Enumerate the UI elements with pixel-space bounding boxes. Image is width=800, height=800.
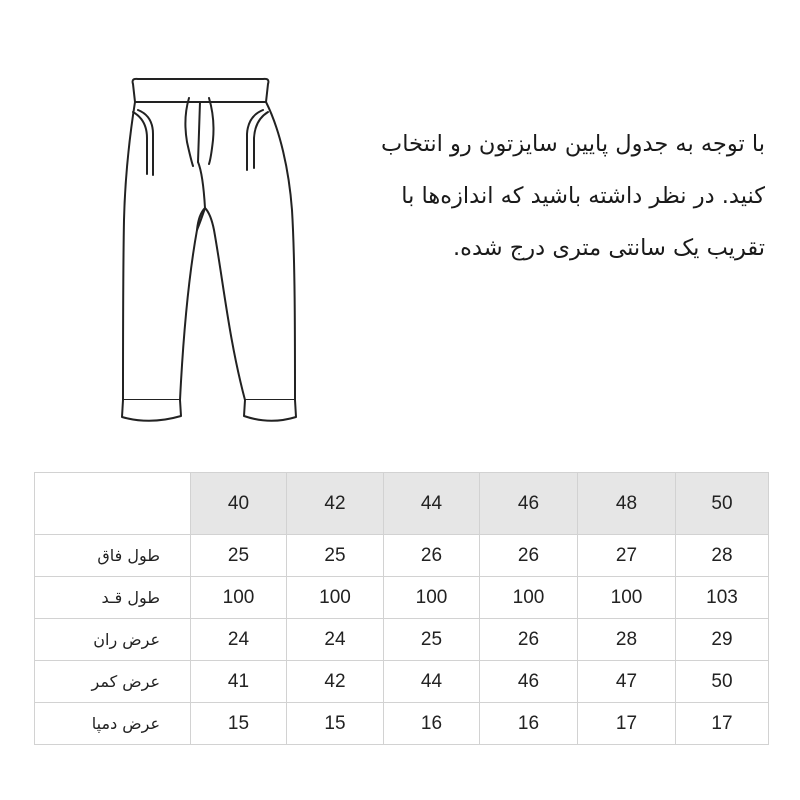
table-cell: 27 [578,535,676,577]
table-cell: 24 [191,619,287,661]
table-cell: 26 [480,535,578,577]
table-cell: 46 [480,661,578,703]
size-header-cell: 48 [578,473,676,535]
table-cell: 47 [578,661,676,703]
table-cell: 28 [578,619,676,661]
table-cell: 24 [287,619,384,661]
table-row [35,703,769,745]
table-cell: 25 [384,619,480,661]
size-header-cell: 44 [384,473,480,535]
table-cell: 25 [191,535,287,577]
size-guide-description: با توجه به جدول پایین سایزتون رو انتخاب کنید. در نظر داشته باشید که اندازه‌ها با تقریب یک سانتی متری درج شده. [381,131,765,261]
table-cell: 28 [676,535,769,577]
size-header-cell: 50 [676,473,769,535]
measurement-label: عرض کمر [35,661,191,703]
table-row [35,619,769,661]
table-cell: 25 [287,535,384,577]
table-cell: 44 [384,661,480,703]
table-cell: 41 [191,661,287,703]
table-cell: 100 [578,577,676,619]
table-cell: 16 [384,703,480,745]
table-row [35,577,769,619]
table-cell: 15 [191,703,287,745]
table-cell: 17 [676,703,769,745]
table-cell: 103 [676,577,769,619]
table-row [35,661,769,703]
table-cell: 100 [480,577,578,619]
pants-outline-icon [105,70,315,430]
table-cell: 15 [287,703,384,745]
table-cell: 42 [287,661,384,703]
size-header-cell: 42 [287,473,384,535]
table-cell: 50 [676,661,769,703]
measurement-label: طول قـد [35,577,191,619]
table-cell: 100 [384,577,480,619]
table-cell: 100 [191,577,287,619]
table-cell: 26 [480,619,578,661]
size-chart-table [34,472,769,745]
table-cell: 29 [676,619,769,661]
size-header-cell: 40 [191,473,287,535]
table-cell: 17 [578,703,676,745]
measurement-label: طول فاق [35,535,191,577]
table-cell: 26 [384,535,480,577]
measurement-label: عرض دمپا [35,703,191,745]
table-cell: 16 [480,703,578,745]
table-header-row [35,473,769,535]
table-row [35,535,769,577]
table-cell: 100 [287,577,384,619]
size-header-cell: 46 [480,473,578,535]
table-corner-cell [35,473,191,535]
measurement-label: عرض ران [35,619,191,661]
